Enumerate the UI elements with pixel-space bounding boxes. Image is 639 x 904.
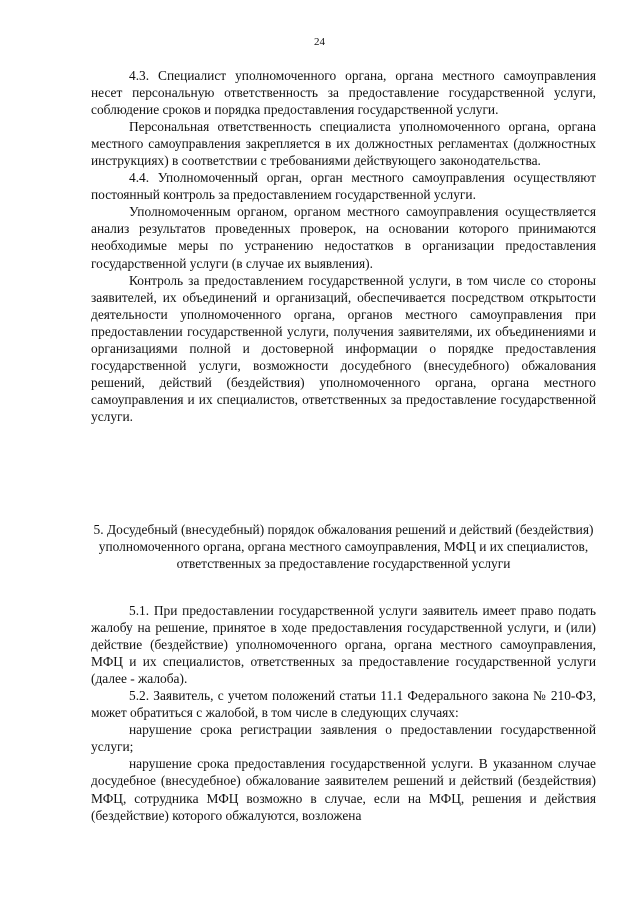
paragraph-4-3: 4.3. Специалист уполномоченного органа, органа местного самоуправления несет персональную ответственность за предоставление государственной услуги, соблюдение сроков и порядка предоставления государственной услуги. [91,68,596,118]
section-5-body [91,602,596,824]
paragraph-4-4: 4.4. Уполномоченный орган, орган местного самоуправления осуществляют постоянный контроль за предоставлением государственной услуги. [91,170,596,203]
paragraph-5-1: 5.1. При предоставлении государственной услуги заявитель имеет право подать жалобу на решение, принятое в ходе предоставления государственной услуги, и (или) действие (бездействие) уполномоченного органа, органа местного самоуправления, МФЦ и их специалистов, ответственных за предоставление государственной услуги (далее - жалоба). [91,603,596,687]
paragraph-5-2: 5.2. Заявитель, с учетом положений статьи 11.1 Федерального закона № 210-ФЗ, может обратиться с жалобой, в том числе в следующих случаях: [91,688,596,721]
paragraph-inspection-analysis: Уполномоченным органом, органом местного самоуправления осуществляется анализ результатов проведенных проверок, на основании которого принимаются необходимые меры по устранению недостатков в организации предоставления государственной услуги (в случае их выявления). [91,204,596,271]
paragraph-registration-violation: нарушение срока регистрации заявления о предоставлении государственной услуги; [91,722,596,755]
paragraph-term-violation: нарушение срока предоставления государственной услуги. В указанном случае досудебное (внесудебное) обжалование заявителем решений и действий (бездействия) МФЦ, сотрудника МФЦ возможно в случае, если на МФЦ, решения и действия (бездействие) которого обжалуются, возложена [91,756,596,823]
section-4-body [91,67,596,425]
paragraph-public-control: Контроль за предоставлением государственной услуги, в том числе со стороны заявителей, их объединений и организаций, обеспечивается посредством открытости деятельности уполномоченного органа, органов местного самоуправления при предоставлении государственной услуги, получения заявителями, их объединениями и организациями полной и достоверной информации о порядке предоставления государственной услуги, возможности досудебного (внесудебного) обжалования решений, действий (бездействия) уполномоченного органа, органа местного самоуправления и их специалистов, ответственных за предоставление государственной услуги. [91,272,596,424]
page-number: 24 [314,36,325,48]
section-5-heading: 5. Досудебный (внесудебный) порядок обжалования решений и действий (бездействия) уполномоченного органа, органа местного самоуправления, МФЦ и их специалистов, ответственных за предоставление государственной услуги [93,522,594,572]
paragraph-personal-responsibility: Персональная ответственность специалиста уполномоченного органа, органа местного самоуправления закрепляется в их должностных регламентах (должностных инструкциях) в соответствии с требованиями действующего законодательства. [91,119,596,169]
